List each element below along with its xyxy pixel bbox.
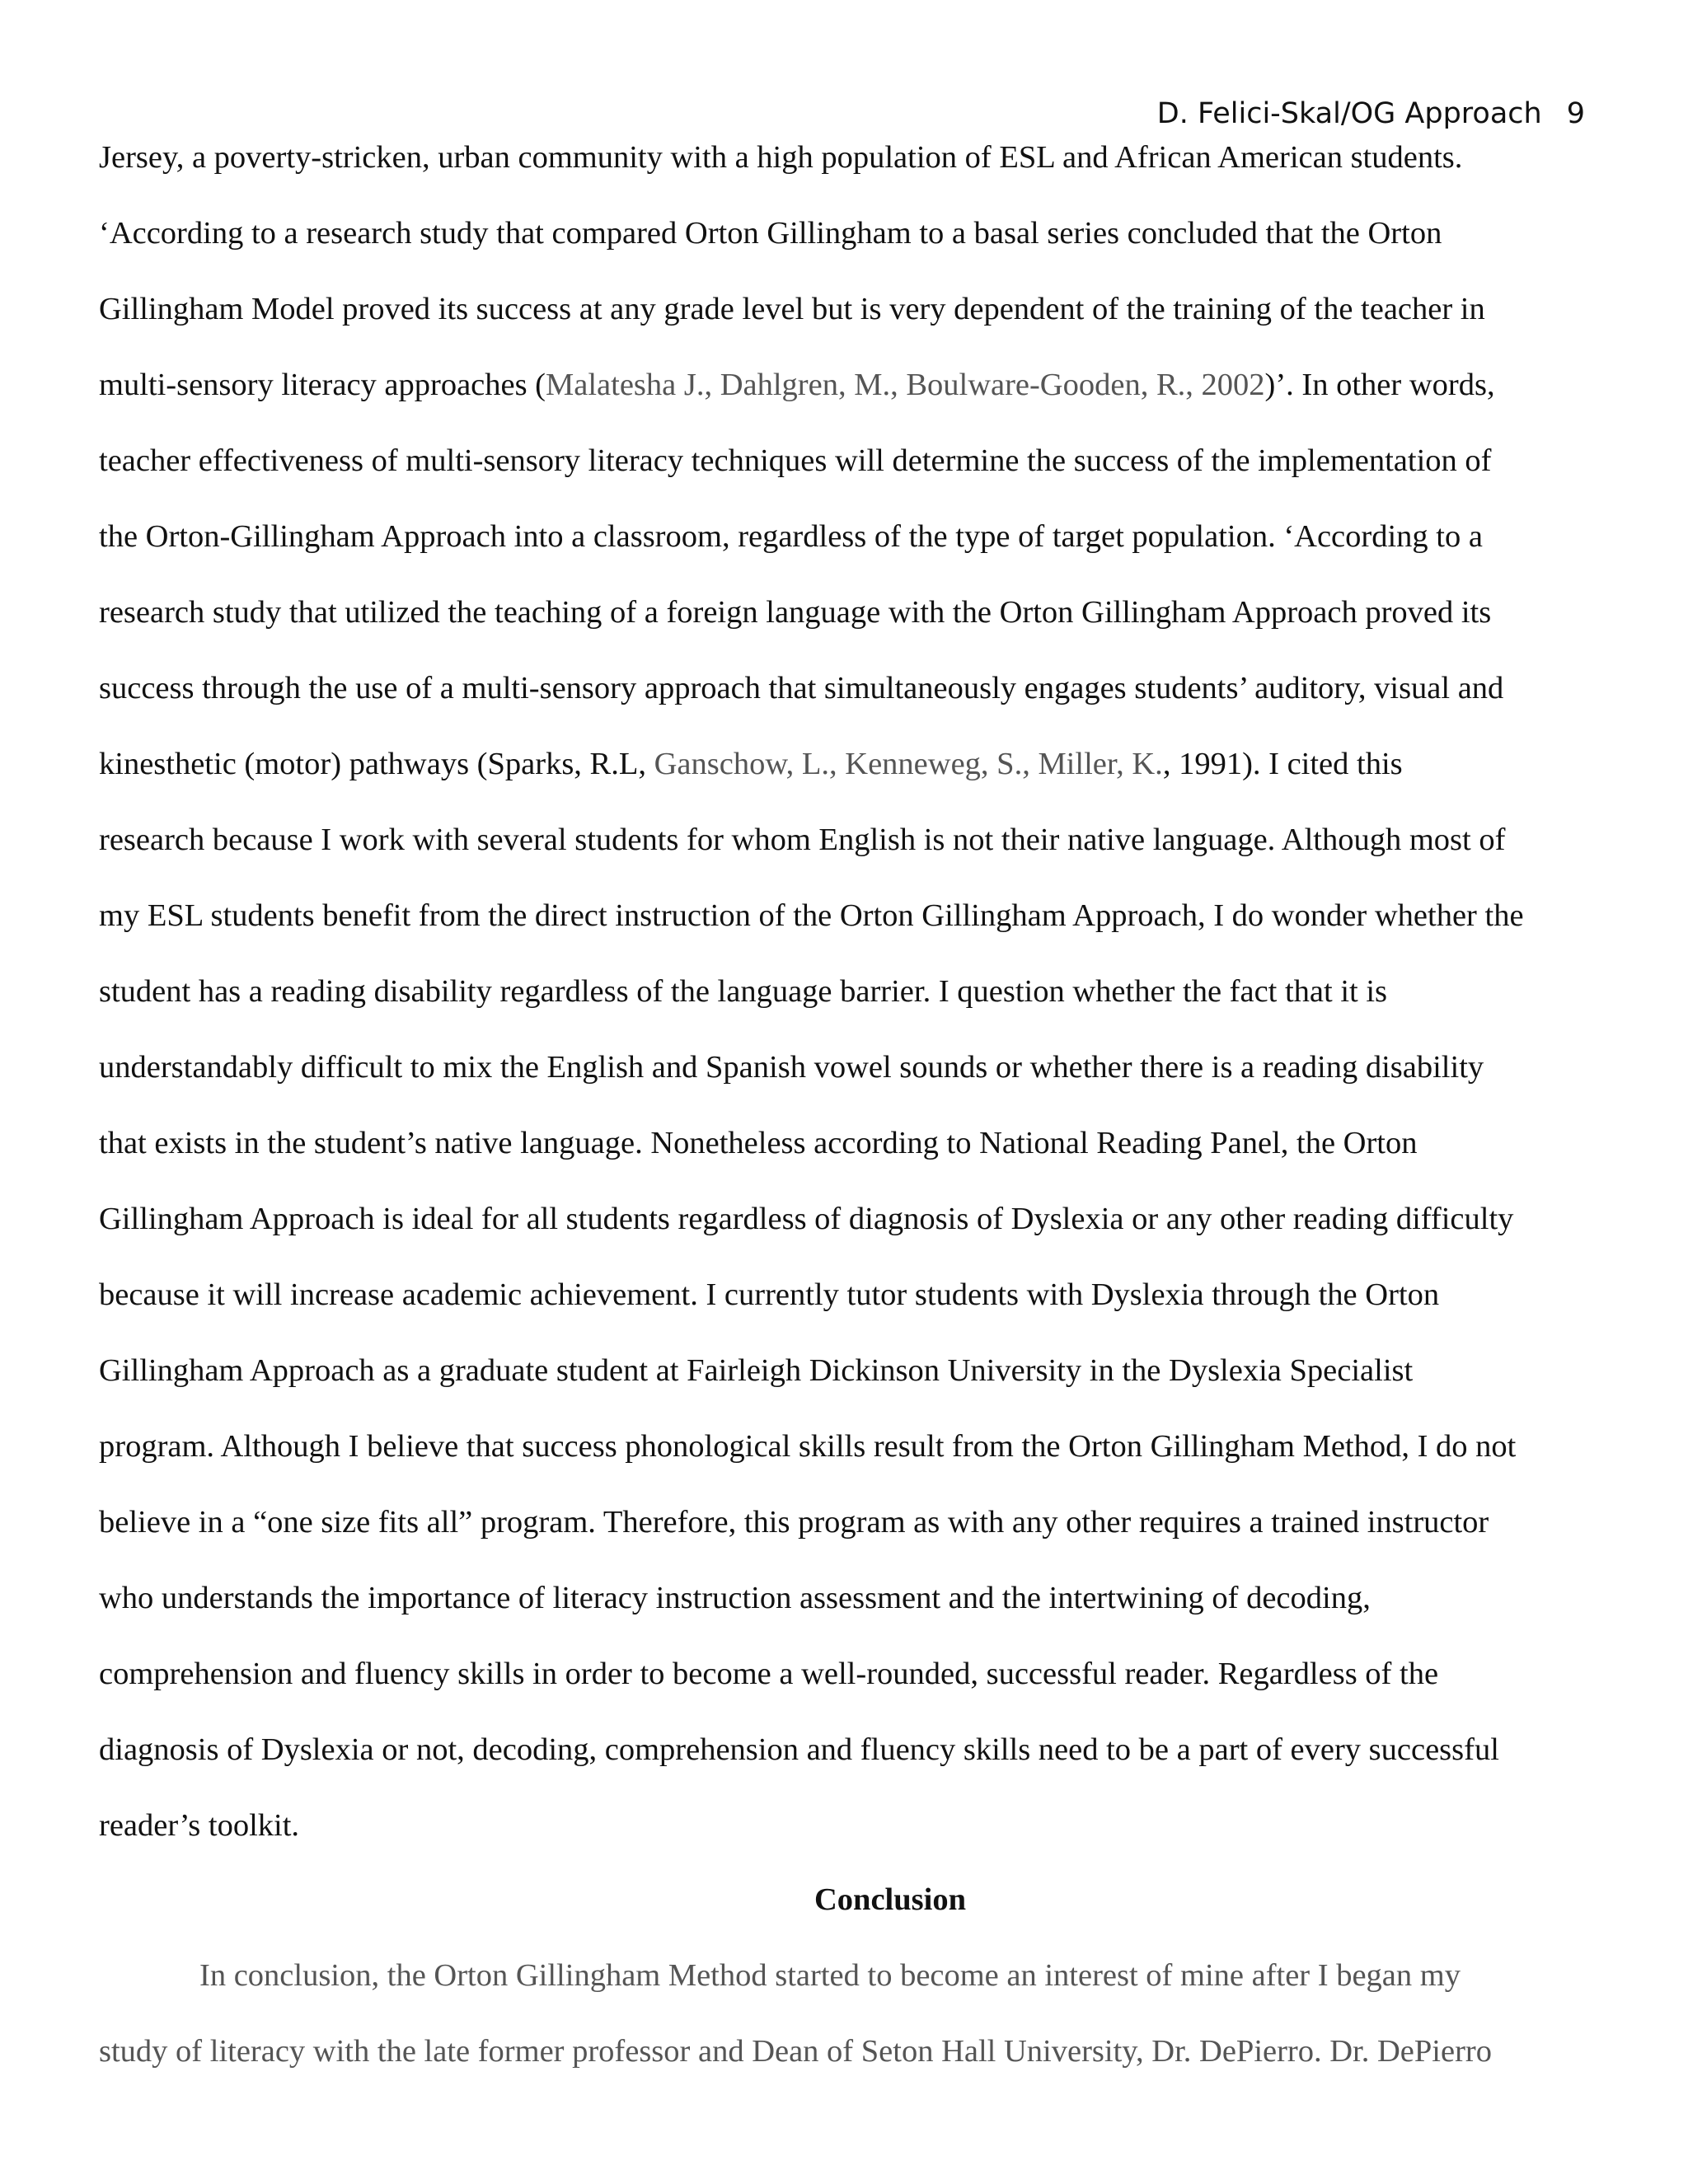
text-line: research because I work with several students for whom English is not their native language. Although most of (99, 823, 1506, 857)
text-line: teacher effectiveness of multi-sensory literacy techniques will determine the success of the implementation of (99, 443, 1492, 478)
running-title: D. Felici-Skal/OG Approach (1156, 97, 1542, 130)
text-line: success through the use of a multi-sensory approach that simultaneously engages students’ auditory, visual and (99, 671, 1504, 705)
text-line: Jersey, a poverty-stricken, urban community with a high population of ESL and African American students. (99, 140, 1463, 175)
text-line: research study that utilized the teaching of a foreign language with the Orton Gillingham Approach proved its (99, 595, 1492, 630)
text-line: comprehension and fluency skills in order to become a well-rounded, successful reader. Regardless of the (99, 1657, 1439, 1691)
text-line: diagnosis of Dyslexia or not, decoding, comprehension and fluency skills need to be a part of every successful (99, 1732, 1499, 1767)
text-segment: kinesthetic (motor) pathways (Sparks, R.L, (99, 747, 654, 781)
text-line: because it will increase academic achievement. I currently tutor students with Dyslexia through the Orton (99, 1277, 1440, 1312)
text-line: Gillingham Model proved its success at any grade level but is very dependent of the training of the teacher in (99, 292, 1485, 326)
text-line: ‘According to a research study that compared Orton Gillingham to a basal series concluded that the Orton (99, 216, 1442, 251)
text-line: In conclusion, the Orton Gillingham Method started to become an interest of mine after I began my (199, 1958, 1461, 1993)
page-number: 9 (1566, 97, 1585, 130)
text-line: who understands the importance of literacy instruction assessment and the intertwining of decoding, (99, 1581, 1371, 1615)
text-line: understandably difficult to mix the English and Spanish vowel sounds or whether there is a reading disability (99, 1050, 1484, 1085)
text-line: Gillingham Approach is ideal for all students regardless of diagnosis of Dyslexia or any other reading difficulty (99, 1202, 1514, 1236)
text-segment: multi-sensory literacy approaches ( (99, 368, 546, 402)
text-line: study of literacy with the late former professor and Dean of Seton Hall University, Dr. DePierro. Dr. DePierro (99, 2034, 1492, 2069)
text-line: that exists in the student’s native language. Nonetheless according to National Reading Panel, the Orton (99, 1126, 1418, 1160)
section-heading: Conclusion (814, 1882, 966, 1917)
text-segment: , 1991). I cited this (1162, 747, 1403, 781)
body-paragraph (99, 134, 1524, 1877)
text-line: my ESL students benefit from the direct instruction of the Orton Gillingham Approach, I do wonder whether the (99, 898, 1524, 933)
text-segment: )’. In other words, (1264, 368, 1495, 402)
conclusion-paragraph (99, 1952, 1492, 2103)
text-line: student has a reading disability regardless of the language barrier. I question whether the fact that it is (99, 974, 1388, 1009)
text-line: program. Although I believe that success phonological skills result from the Orton Gillingham Method, I do not (99, 1429, 1517, 1464)
citation: Malatesha J., Dahlgren, M., Boulware-Gooden, R., 2002 (546, 368, 1265, 402)
text-line: reader’s toolkit. (99, 1808, 300, 1843)
text-line: Gillingham Approach as a graduate student at Fairleigh Dickinson University in the Dyslexia Specialist (99, 1353, 1414, 1388)
text-line: believe in a “one size fits all” program. Therefore, this program as with any other requires a trained instructor (99, 1505, 1489, 1540)
citation: Ganschow, L., Kenneweg, S., Miller, K. (654, 747, 1163, 781)
text-line (99, 361, 1524, 437)
text-line (99, 740, 1524, 816)
running-header (1157, 97, 1585, 130)
text-line: the Orton-Gillingham Approach into a classroom, regardless of the type of target population. ‘According to a (99, 519, 1483, 554)
